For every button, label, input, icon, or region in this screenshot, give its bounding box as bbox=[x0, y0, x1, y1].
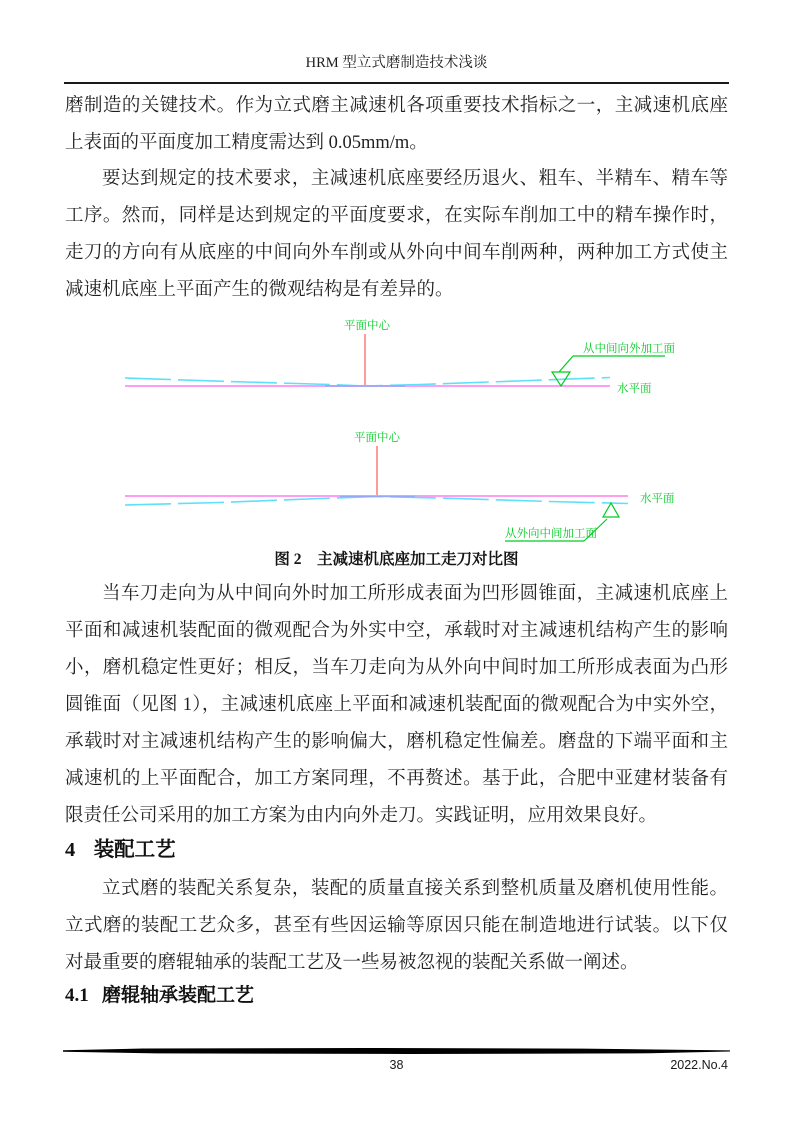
page-number: 38 bbox=[389, 1058, 404, 1072]
paragraph-surface-analysis: 当车刀走向为从中间向外时加工所形成表面为凹形圆锥面，主减速机底座上平面和减速机装配面的微观配合为外实中空，承载时对主减速机结构产生的影响小，磨机稳定性更好；相反，当车刀走向为从外向中间时加工所形成表面为凸形圆锥面（见图 1），主减速机底座上平面和减速机装配面的微观配合为中实外空，承载时对主减速机结构产生的影响偏大，磨机稳定性偏差。磨盘的下端平面和主减速机的上平面配合，加工方案同理，不再赘述。基于此，合肥中亚建材装备有限责任公司采用的加工方案为由内向外走刀。实践证明，应用效果良好。 bbox=[65, 584, 728, 826]
bottom-diagram bbox=[125, 430, 675, 541]
section-title: 装配工艺 bbox=[93, 839, 176, 861]
section-heading-4 bbox=[65, 835, 176, 865]
top-diagram bbox=[125, 318, 675, 395]
horizontal-plane-label: 水平面 bbox=[640, 493, 675, 505]
paragraph-assembly-overview: 立式磨的装配关系复杂，装配的质量直接关系到整机质量及磨机使用性能。立式磨的装配工艺众多，甚至有些因运输等原因只能在制造地进行试装。以下仅对最重要的磨辊轴承的装配工艺及一些易被忽视的装配关系做一阐述。 bbox=[65, 879, 728, 973]
plane-center-label: 平面中心 bbox=[344, 320, 390, 332]
section-title: 磨辊轴承装配工艺 bbox=[102, 985, 255, 1006]
header-rule bbox=[64, 82, 729, 84]
leader-line bbox=[559, 356, 573, 372]
surface-finish-triangle-up-icon bbox=[603, 503, 619, 517]
machined-surface-line-concave bbox=[125, 378, 610, 387]
tool-path-comparison-diagram bbox=[100, 310, 700, 548]
paragraph-continuation: 磨制造的关键技术。作为立式磨主减速机各项重要技术指标之一，主减速机底座上表面的平面度加工精度需达到 0.05mm/m。 bbox=[65, 96, 728, 153]
running-header-title: HRM 型立式磨制造技术浅谈 bbox=[305, 55, 488, 71]
horizontal-plane-label: 水平面 bbox=[617, 383, 652, 395]
section-heading-4-1 bbox=[65, 982, 254, 1010]
plane-center-label: 平面中心 bbox=[354, 432, 400, 444]
machined-surface-label: 从外向中间加工面 bbox=[505, 528, 597, 540]
section-number: 4 bbox=[65, 839, 76, 861]
paragraph-machining-requirements: 要达到规定的技术要求，主减速机底座要经历退火、粗车、半精车、精车等工序。然而，同样是达到规定的平面度要求，在实际车削加工中的精车操作时，走刀的方向有从底座的中间向外车削或从外向中间车削两种，两种加工方式使主减速机底座上平面产生的微观结构是有差异的。 bbox=[65, 169, 728, 300]
issue-label: 2022.No.4 bbox=[670, 1058, 728, 1072]
footer-rule bbox=[63, 1048, 730, 1054]
machined-surface-label: 从中间向外加工面 bbox=[583, 343, 675, 355]
machined-surface-line-convex bbox=[125, 497, 628, 506]
figure-2-caption: 图 2 主减速机底座加工走刀对比图 bbox=[274, 551, 519, 568]
figure-2 bbox=[100, 310, 700, 548]
section-number: 4.1 bbox=[65, 985, 89, 1006]
